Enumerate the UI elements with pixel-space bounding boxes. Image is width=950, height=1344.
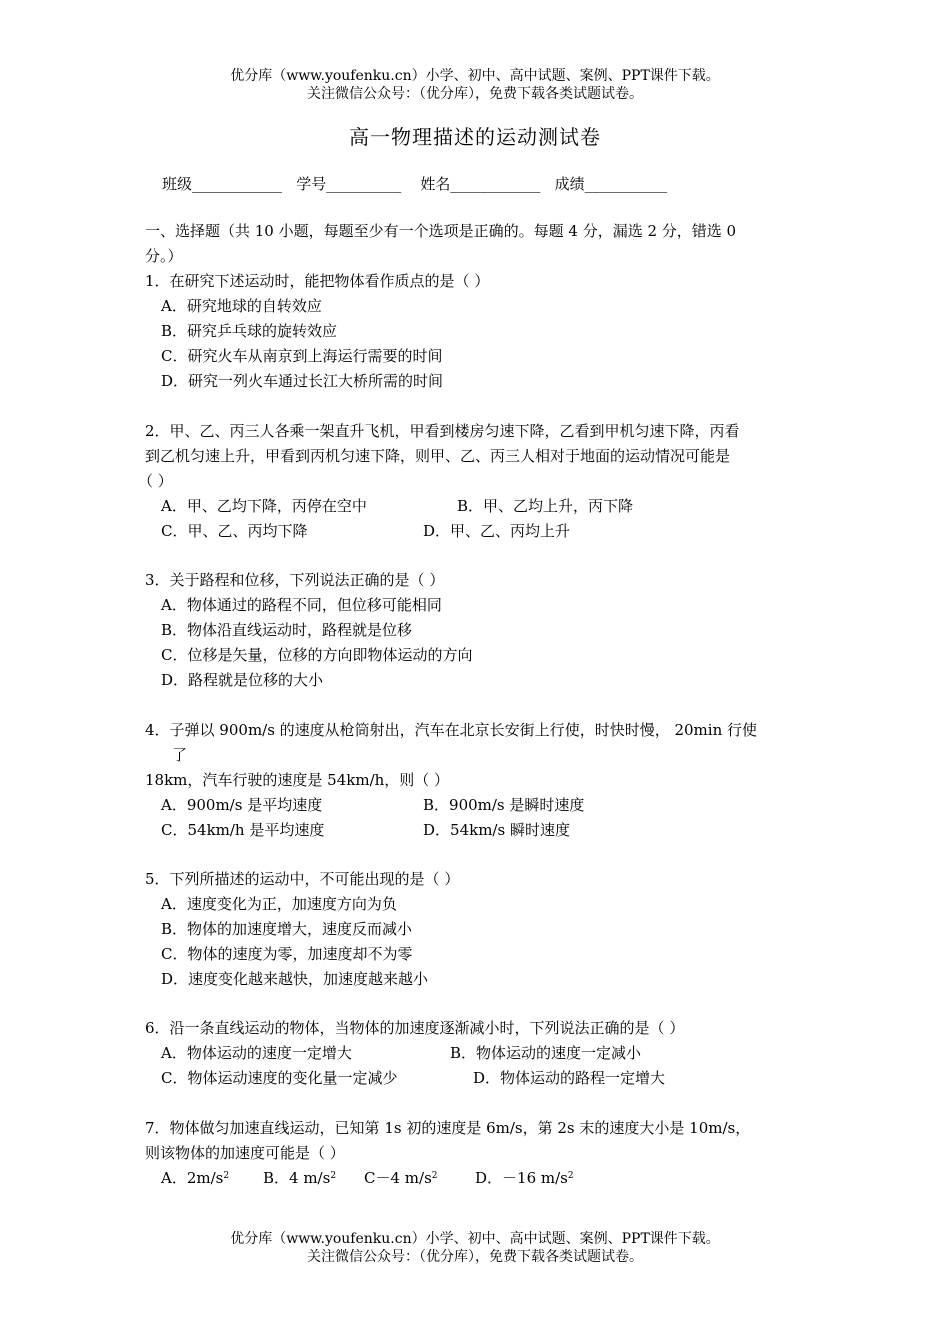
q2-stem-line-2: 到乙机匀速上升，甲看到丙机匀速下降，则甲、乙、丙三人相对于地面的运动情况可能是 xyxy=(145,447,731,465)
q7-stem-line-2: 则该物体的加速度可能是（ ） xyxy=(145,1144,345,1162)
q5-stem: 5．下列所描述的运动中，不可能出现的是（ ） xyxy=(145,870,460,888)
student-info-line: 班级____________ 学号__________ 姓名____________ 成绩___________ xyxy=(162,175,668,193)
q2-option-row-2 xyxy=(161,521,571,541)
footer-line-2: 关注微信公众号：（优分库），免费下载各类试题试卷。 xyxy=(307,1249,643,1265)
q7-option-d-exponent: 2 xyxy=(567,1171,574,1181)
q6-option-c: C．物体运动速度的变化量一定减少 xyxy=(161,1069,398,1087)
q1-option-c: C．研究火车从南京到上海运行需要的时间 xyxy=(161,347,443,365)
q2-stem-line-1: 2．甲、乙、丙三人各乘一架直升飞机，甲看到楼房匀速下降，乙看到甲机匀速下降，丙看 xyxy=(145,422,740,440)
footer-line-1: 优分库（www.youfenku.cn）小学、初中、高中试题、案例、PPT课件下载。 xyxy=(230,1231,720,1247)
q4-stem-line-2: 了 xyxy=(172,746,188,764)
q3-stem: 3．关于路程和位移，下列说法正确的是（ ） xyxy=(145,571,445,589)
q6-stem: 6．沿一条直线运动的物体，当物体的加速度逐渐减小时，下列说法正确的是（ ） xyxy=(145,1019,685,1037)
q7-option-a: A．$2m/s^2$ xyxy=(161,1169,230,1187)
q5-option-d: D．速度变化越来越快，加速度越来越小 xyxy=(161,970,429,988)
q3-option-d: D．路程就是位移的大小 xyxy=(161,671,324,689)
q1-option-d: D．研究一列火车通过长江大桥所需的时间 xyxy=(161,372,444,390)
q7-stem-line-1: 7．物体做匀加速直线运动，已知第 1s 初的速度是 6m/s，第 2s 末的速度大小是 10m/s， xyxy=(145,1119,751,1137)
q5-option-a: A．速度变化为正，加速度方向为负 xyxy=(161,895,397,913)
q4-option-b: B．900m/s 是瞬时速度 xyxy=(423,796,585,814)
q7-option-d: D．－16 $m/s^2$ xyxy=(475,1169,574,1187)
q4-stem-line-1: 4．子弹以 900m/s 的速度从枪筒射出，汽车在北京长安街上行使，时快时慢， 20min 行使 xyxy=(145,721,757,739)
page-title: 高一物理描述的运动测试卷 xyxy=(349,125,601,149)
q1-option-b: B．研究乒乓球的旋转效应 xyxy=(161,322,338,340)
header-line-2: 关注微信公众号：（优分库），免费下载各类试题试卷。 xyxy=(307,86,643,102)
q4-option-row-1 xyxy=(161,795,585,815)
q7-option-c: C－4 $m/s^2$ xyxy=(364,1169,438,1187)
q4-option-a: A．900m/s 是平均速度 xyxy=(161,796,323,814)
page-footer xyxy=(0,1230,950,1266)
q7-option-a-exponent: 2 xyxy=(223,1171,230,1181)
q2-option-d: D．甲、乙、丙均上升 xyxy=(423,522,571,540)
q6-option-b: B．物体运动的速度一定减小 xyxy=(450,1044,642,1062)
q3-option-a: A．物体通过的路程不同，但位移可能相同 xyxy=(161,596,442,614)
section-heading-line-1: 一、选择题（共 10 小题，每题至少有一个选项是正确的。每题 4 分，漏选 2 分，错选 0 xyxy=(145,222,737,240)
q7-option-c-exponent: 2 xyxy=(431,1171,438,1181)
q4-option-c: C．54km/h 是平均速度 xyxy=(161,821,325,839)
header-line-1: 优分库（www.youfenku.cn）小学、初中、高中试题、案例、PPT课件下载。 xyxy=(230,68,720,84)
q1-stem: 1．在研究下述运动时，能把物体看作质点的是（ ） xyxy=(145,272,490,290)
q7-option-b-exponent: 2 xyxy=(330,1171,337,1181)
q3-option-b: B．物体沿直线运动时，路程就是位移 xyxy=(161,621,413,639)
section-heading-line-2: 分。） xyxy=(145,247,183,265)
q2-option-row-1 xyxy=(161,496,634,516)
q3-option-c: C．位移是矢量，位移的方向即物体运动的方向 xyxy=(161,646,473,664)
q7-option-row xyxy=(161,1168,574,1188)
q1-option-a: A．研究地球的自转效应 xyxy=(161,297,322,315)
q5-option-c: C．物体的速度为零，加速度却不为零 xyxy=(161,945,413,963)
q2-option-a: A．甲、乙均下降，丙停在空中 xyxy=(161,497,367,515)
q5-option-b: B．物体的加速度增大，速度反而减小 xyxy=(161,920,413,938)
q4-option-row-2 xyxy=(161,820,570,840)
q2-option-c: C．甲、乙、丙均下降 xyxy=(161,522,308,540)
q7-option-b: B．4 $m/s^2$ xyxy=(263,1169,337,1187)
q6-option-d: D．物体运动的路程一定增大 xyxy=(473,1069,666,1087)
q4-option-d: D．54km/s 瞬时速度 xyxy=(423,821,570,839)
q2-stem-line-3: （ ） xyxy=(138,472,173,490)
q6-option-row-2 xyxy=(161,1068,666,1088)
page-header xyxy=(0,67,950,103)
q2-option-b: B．甲、乙均上升，丙下降 xyxy=(457,497,634,515)
q6-option-a: A．物体运动的速度一定增大 xyxy=(161,1044,352,1062)
q6-option-row-1 xyxy=(161,1043,642,1063)
q4-stem-line-3: 18km，汽车行驶的速度是 54km/h，则（ ） xyxy=(145,771,450,789)
